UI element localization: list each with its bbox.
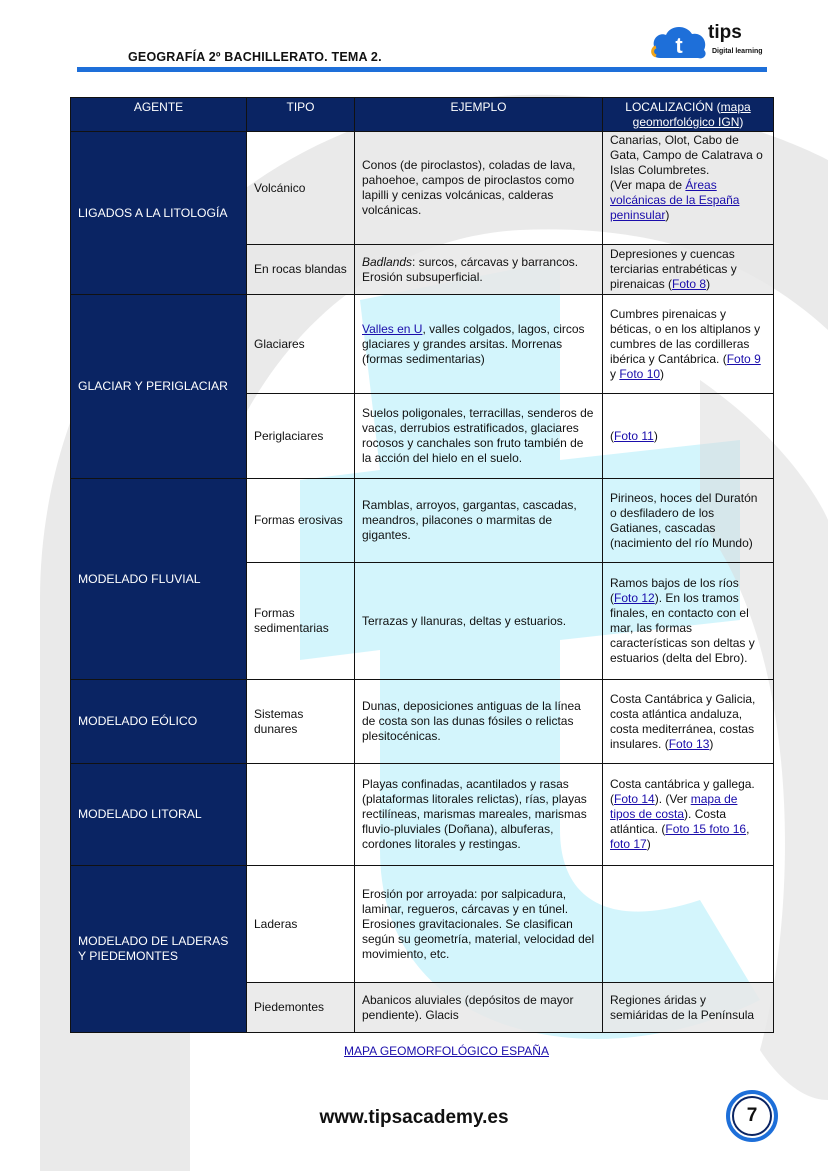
table-row xyxy=(71,295,774,394)
ejemplo-cell: Suelos poligonales, terracillas, senderos de vacas, derrubios estratificados, glaciares rocosos y canchales son fruto también de la acción del hielo en el suelo. xyxy=(355,394,603,479)
table-row xyxy=(71,680,774,764)
badlands-term: Badlands xyxy=(362,254,413,269)
ejemplo-cell: Ramblas, arroyos, gargantas, cascadas, meandros, pilacones o marmitas de gigantes. xyxy=(355,479,603,563)
geomorphology-table xyxy=(70,97,774,1033)
foto-14-link[interactable]: Foto 14 xyxy=(614,792,655,806)
table-row xyxy=(71,764,774,866)
tipo-cell: Glaciares xyxy=(247,295,355,394)
agent-cell: MODELADO EÓLICO xyxy=(71,680,247,764)
foto-12-link[interactable]: Foto 12 xyxy=(614,591,655,605)
header-localizacion-label: LOCALIZACIÓN ( xyxy=(625,100,721,114)
header-localizacion xyxy=(603,98,774,132)
agent-cell: GLACIAR Y PERIGLACIAR xyxy=(71,295,247,479)
loc-text: Costa Cantábrica y Galicia, costa atlántica andaluza, costa mediterránea, costas insulares. ( xyxy=(610,691,756,751)
header-tipo: TIPO xyxy=(247,98,355,132)
localizacion-cell xyxy=(603,764,774,866)
loc-text: ). Costa atlántica. ( xyxy=(610,807,727,836)
loc-text: Cumbres pirenaicas y béticas, o en los altiplanos y cumbres de las cordilleras ibérica y Cantábrica. ( xyxy=(610,306,761,366)
localizacion-cell xyxy=(603,680,774,764)
loc-text: (Ver mapa de xyxy=(610,178,686,192)
localizacion-cell xyxy=(603,132,774,245)
header-localizacion-end: ) xyxy=(739,115,744,129)
localizacion-cell xyxy=(603,245,774,295)
header-ejemplo: EJEMPLO xyxy=(355,98,603,132)
loc-text: ) xyxy=(646,837,651,851)
table-row xyxy=(71,479,774,563)
mapa-ign-link[interactable]: mapa geomorfológico IGN xyxy=(632,100,751,129)
tipo-cell: Volcánico xyxy=(247,132,355,245)
ejemplo-cell xyxy=(355,245,603,295)
loc-text: ). (Ver xyxy=(654,792,691,806)
mapa-geomorfologico-link[interactable]: MAPA GEOMORFOLÓGICO ESPAÑA xyxy=(344,1044,549,1058)
tipo-cell: Periglaciares xyxy=(247,394,355,479)
localizacion-cell xyxy=(603,295,774,394)
foto-8-link[interactable]: Foto 8 xyxy=(672,277,707,291)
loc-text: ). En los tramos finales, en contacto con el mar, las formas características son deltas y estuarios (delta del Ebro). xyxy=(610,591,755,665)
valles-en-u-link[interactable]: Valles en U xyxy=(362,321,423,336)
ejemplo-cell: Terrazas y llanuras, deltas y estuarios. xyxy=(355,563,603,680)
loc-text: ) xyxy=(660,366,665,381)
loc-text: ) xyxy=(653,428,658,443)
header-divider xyxy=(77,67,767,72)
localizacion-cell xyxy=(603,563,774,680)
tipo-cell: Formas erosivas xyxy=(247,479,355,563)
ejemplo-cell: Playas confinadas, acantilados y rasas (plataformas litorales relictas), rías, playas rectilíneas, marismas mareales, marismas fluvio-pluviales (Doñana), albuferas, cordones litorales y restingas. xyxy=(355,764,603,866)
tipo-cell: Piedemontes xyxy=(247,983,355,1033)
table-header-row xyxy=(71,98,774,132)
logo-wordmark: tips xyxy=(708,22,742,43)
logo-letter: t xyxy=(675,33,683,58)
loc-text: y xyxy=(610,366,620,381)
mapa-tipos-costa-link[interactable]: mapa de tipos de costa xyxy=(610,792,738,821)
foto-17-link[interactable]: foto 17 xyxy=(610,837,647,851)
localizacion-cell xyxy=(603,866,774,983)
loc-text: ) xyxy=(665,208,670,222)
loc-text: ) xyxy=(709,736,714,751)
ejemplo-text: , valles colgados, lagos, circos glaciares y grandes arsitas. Morrenas (formas sedimentarias) xyxy=(362,321,585,366)
loc-text: Canarias, Olot, Cabo de Gata, Campo de Calatrava o Islas Columbretes. xyxy=(610,133,763,177)
loc-text: Ramos bajos de los ríos ( xyxy=(610,576,739,605)
loc-text: Costa cantábrica y gallega. ( xyxy=(610,777,755,806)
agent-cell: MODELADO FLUVIAL xyxy=(71,479,247,680)
loc-text: , xyxy=(746,822,750,836)
page-number-badge xyxy=(725,1089,779,1143)
ejemplo-cell xyxy=(355,295,603,394)
localizacion-cell: Pirineos, hoces del Duratón o desfiladero de los Gatianes, cascadas (nacimiento del río Mundo) xyxy=(603,479,774,563)
page-number: 7 xyxy=(746,1105,758,1126)
localizacion-cell xyxy=(603,394,774,479)
foto-10-link[interactable]: Foto 10 xyxy=(619,366,661,381)
tipo-cell: Sistemas dunares xyxy=(247,680,355,764)
localizacion-cell: Regiones áridas y semiáridas de la Península xyxy=(603,983,774,1033)
foto-11-link[interactable]: Foto 11 xyxy=(614,428,654,443)
tipo-cell: Formas sedimentarias xyxy=(247,563,355,680)
loc-text: Depresiones y cuencas terciarias entrabéticas y pirenaicas ( xyxy=(610,247,737,291)
ejemplo-cell: Conos (de piroclastos), coladas de lava, pahoehoe, campos de piroclastos como lapilli y cenizas volcánicas, calderas volcánicas. xyxy=(355,132,603,245)
ejemplo-text: : surcos, cárcavas y barrancos. Erosión subsuperficial. xyxy=(362,254,579,284)
ejemplo-cell: Dunas, deposiciones antiguas de la línea de costa son las dunas fósiles o relictas plesitocénicas. xyxy=(355,680,603,764)
tipo-cell xyxy=(247,764,355,866)
footer-website: www.tipsacademy.es xyxy=(319,1107,509,1128)
foto-13-link[interactable]: Foto 13 xyxy=(668,736,710,751)
map-link-row xyxy=(0,1044,828,1058)
tipo-cell: En rocas blandas xyxy=(247,245,355,295)
table-row xyxy=(71,866,774,983)
loc-text: ) xyxy=(706,277,711,291)
loc-text: ( xyxy=(610,428,614,443)
cloud-logo-icon xyxy=(648,20,710,62)
areas-volcanicas-link[interactable]: Áreas volcánicas de la España peninsular xyxy=(610,178,740,222)
tipo-cell: Laderas xyxy=(247,866,355,983)
foto-15-16-link[interactable]: Foto 15 foto 16 xyxy=(665,822,747,836)
header-agente: AGENTE xyxy=(71,98,247,132)
tips-logo xyxy=(648,20,778,62)
ejemplo-cell: Erosión por arroyada: por salpicadura, laminar, regueros, cárcavas y en túnel. Erosiones gravitacionales. Se clasifican según su geometría, material, velocidad del movimiento, etc. xyxy=(355,866,603,983)
page-header-title: GEOGRAFÍA 2º BACHILLERATO. TEMA 2. xyxy=(128,50,382,64)
table-row xyxy=(71,132,774,245)
ejemplo-cell: Abanicos aluviales (depósitos de mayor pendiente). Glacis xyxy=(355,983,603,1033)
logo-tagline: Digital learning xyxy=(712,48,763,55)
agent-cell: MODELADO DE LADERAS Y PIEDEMONTES xyxy=(71,866,247,1033)
agent-cell: LIGADOS A LA LITOLOGÍA xyxy=(71,132,247,295)
agent-cell: MODELADO LITORAL xyxy=(71,764,247,866)
foto-9-link[interactable]: Foto 9 xyxy=(726,351,761,366)
